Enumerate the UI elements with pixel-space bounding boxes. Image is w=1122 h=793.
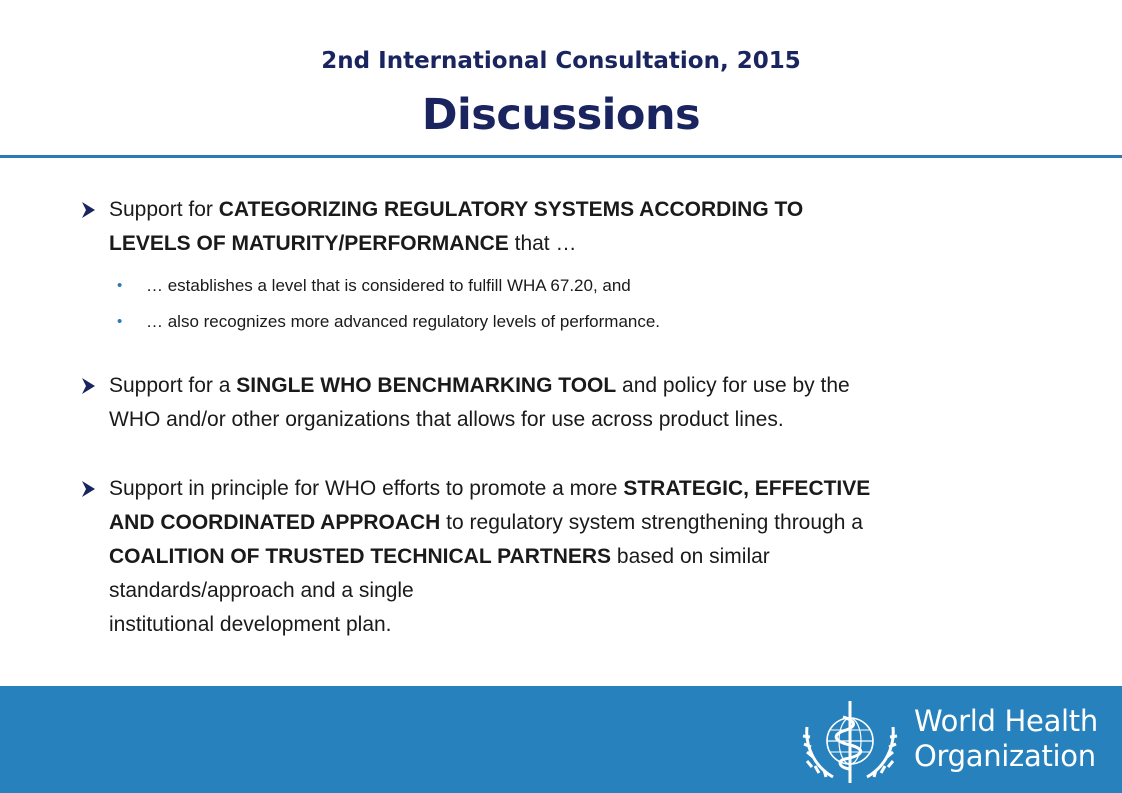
bullet-line: [109, 540, 1090, 574]
bullet-text: [109, 472, 1090, 642]
text-run-bold: AND COORDINATED APPROACH: [109, 511, 441, 534]
text-run: Support for a: [109, 374, 237, 397]
text-run-bold: LEVELS OF MATURITY/PERFORMANCE: [109, 232, 509, 255]
bullet-line: [109, 506, 1090, 540]
org-name: [914, 704, 1098, 774]
bullet-line: [109, 574, 1090, 608]
who-emblem-icon: [793, 697, 907, 787]
text-run: institutional development plan.: [109, 613, 392, 636]
org-name-line2: Organization: [914, 739, 1096, 773]
text-run: that …: [508, 232, 577, 255]
bullet-line: [109, 608, 1090, 642]
text-run: and policy for use by the: [616, 374, 850, 397]
slide-subtitle: 2nd International Consultation, 2015: [321, 48, 801, 74]
title-area: [0, 0, 1122, 158]
dot-icon: •: [117, 277, 123, 294]
bullet-text: [109, 193, 1090, 261]
text-run-bold: COALITION OF TRUSTED TECHNICAL PARTNERS: [109, 545, 612, 568]
dot-icon: •: [117, 313, 123, 330]
text-run: Support for: [109, 198, 219, 221]
sub-bullet-item: [117, 311, 1077, 333]
text-run: to regulatory system strengthening through a: [440, 511, 863, 534]
text-run-bold: CATEGORIZING REGULATORY SYSTEMS ACCORDING TO: [218, 198, 804, 221]
bullet-line: [109, 227, 1090, 261]
text-run-bold: STRATEGIC, EFFECTIVE: [623, 477, 871, 500]
bullet-line: [109, 369, 1090, 403]
bullet-item: [80, 369, 1090, 437]
bullet-text: [109, 369, 1090, 437]
arrow-bullet-icon: [80, 479, 98, 499]
bullet-item: [80, 472, 1090, 642]
bullet-line: [109, 193, 1090, 227]
footer-band: [0, 686, 1122, 793]
slide-body: [0, 158, 1122, 686]
bullet-line: [109, 472, 1090, 506]
arrow-bullet-icon: [80, 200, 98, 220]
org-name-line1: World Health: [914, 704, 1098, 738]
text-run-bold: SINGLE WHO BENCHMARKING TOOL: [236, 374, 617, 397]
sub-bullet-text: … establishes a level that is considered to fulfill WHA 67.20, and: [146, 276, 631, 295]
slide-title: Discussions: [421, 90, 701, 140]
bullet-item: [80, 193, 1090, 261]
text-run: standards/approach and a single: [109, 579, 414, 602]
arrow-bullet-icon: [80, 376, 98, 396]
sub-bullet-text: … also recognizes more advanced regulatory levels of performance.: [146, 312, 661, 331]
text-run: based on similar: [611, 545, 770, 568]
text-run: Support in principle for WHO efforts to promote a more: [109, 477, 624, 500]
text-run: WHO and/or other organizations that allows for use across product lines.: [109, 408, 784, 431]
bullet-line: [109, 403, 1090, 437]
sub-bullet-item: [117, 275, 1077, 297]
